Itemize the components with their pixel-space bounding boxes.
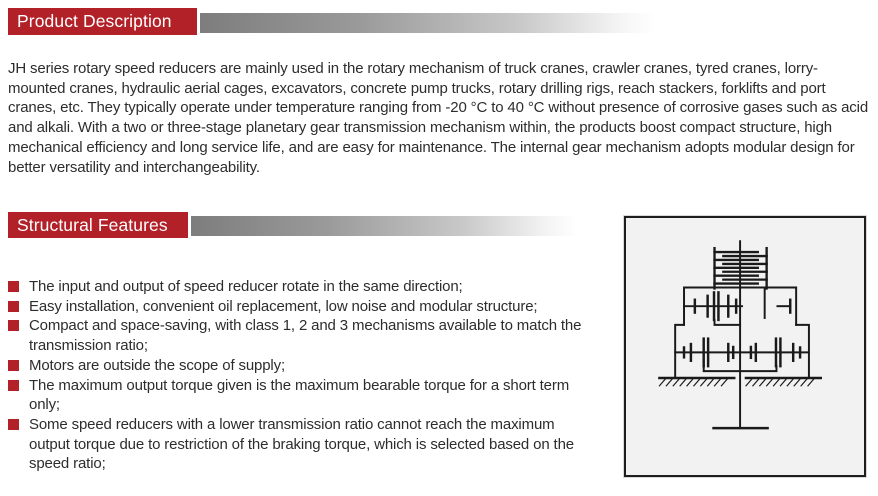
bullet-square-icon (8, 301, 19, 312)
header-gradient-bar (200, 13, 655, 33)
planetary-reducer-schematic-figure (626, 218, 864, 475)
section-title-product-description (8, 8, 197, 35)
product-description-text: JH series rotary speed reducers are mainly used in the rotary mechanism of truck cranes, crawler cranes, tyred cranes, lorry-mounted cranes, hydraulic aerial cages, excavators, concrete pump trucks, rotary drilling rigs, reach stackers, forklifts and port cranes, etc. They typically operate under temperature ranging from -20 °C to 40 °C without presence of corrosive gases such as acid and alkali. With a two or three-stage planetary gear transmission mechanism within, the products boost compact structure, high mechanical efficiency and long service life, and are easy for maintenance. The internal gear mechanism adopts modular design for better versatility and interchangeability. (8, 60, 869, 176)
bullet-square-icon (8, 360, 19, 371)
feature-text: The input and output of speed reducer rotate in the same direction; (29, 278, 463, 295)
structural-features-list (8, 277, 586, 474)
feature-text: Compact and space-saving, with class 1, 2 and 3 mechanisms available to match the transmission ratio; (29, 317, 582, 355)
bullet-square-icon (8, 419, 19, 430)
list-item (8, 316, 586, 355)
list-item (8, 297, 586, 317)
ground-hatching (659, 379, 813, 386)
section-title-label: Structural Features (17, 214, 168, 235)
section-title-structural-features (8, 212, 188, 238)
bullet-square-icon (8, 281, 19, 292)
bullet-square-icon (8, 380, 19, 391)
section-title-label: Product Description (17, 11, 172, 31)
list-item (8, 415, 586, 474)
header-gradient-bar (191, 216, 578, 236)
feature-text: Motors are outside the scope of supply; (29, 356, 285, 374)
diagram-panel (624, 216, 866, 477)
feature-text: Some speed reducers with a lower transmission ratio cannot reach the maximum output torque due to restriction of the braking torque, which is selected based on the speed ratio; (29, 415, 574, 473)
feature-text: The maximum output torque given is the maximum bearable torque for a short term only; (29, 376, 570, 414)
list-item (8, 277, 586, 297)
list-item (8, 376, 586, 415)
list-item (8, 356, 586, 376)
feature-text: Easy installation, convenient oil replacement, low noise and modular structure; (29, 297, 538, 315)
bullet-square-icon (8, 320, 19, 331)
